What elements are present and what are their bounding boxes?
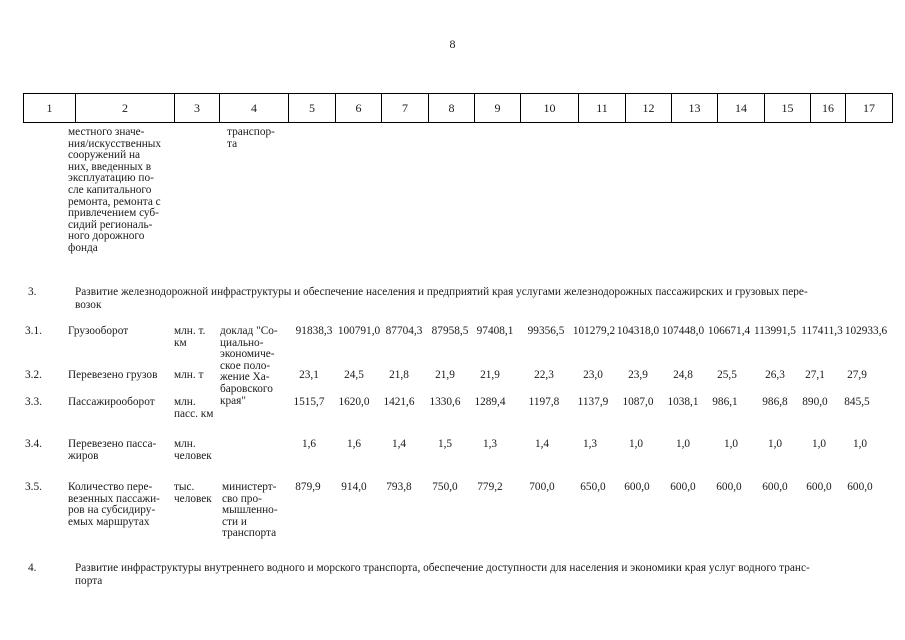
- value-cell: 107448,0: [661, 325, 705, 337]
- value-cell: 99356,5: [527, 325, 565, 337]
- col-header: 13: [672, 94, 718, 123]
- unit: млн. человек: [174, 438, 212, 462]
- value-cell: 600,0: [762, 481, 788, 493]
- value-cell: 27,1: [805, 369, 825, 381]
- value-cell: 1038,1: [667, 396, 699, 408]
- value-cell: 600,0: [624, 481, 650, 493]
- unit: млн. т. км: [174, 325, 206, 349]
- value-cell: 102933,6: [844, 325, 888, 337]
- value-cell: 879,9: [295, 481, 321, 493]
- col-header: 11: [579, 94, 626, 123]
- value-cell: 23,1: [299, 369, 319, 381]
- value-cell: 1137,9: [577, 396, 609, 408]
- continuation-indicator-name: местного значе- ния/искусственных сооружений на них, введенных в эксплуатацию по- сле капитального ремонта, ремонта с привлечением суб- сидий региональ- ного дорожного фонда: [68, 126, 162, 254]
- value-cell: 600,0: [847, 481, 873, 493]
- value-cell: 22,3: [534, 369, 554, 381]
- value-cell: 1,5: [437, 438, 453, 450]
- value-cell: 1,4: [391, 438, 407, 450]
- value-cell: 21,9: [435, 369, 455, 381]
- value-cell: 845,5: [844, 396, 870, 408]
- value-cell: 23,0: [583, 369, 603, 381]
- col-header: 10: [521, 94, 579, 123]
- column-number-header: [23, 93, 893, 123]
- value-cell: 21,9: [480, 369, 500, 381]
- row-number: 3.4.: [25, 438, 42, 450]
- value-cell: 1,4: [534, 438, 550, 450]
- value-cell: 914,0: [341, 481, 367, 493]
- value-cell: 1,0: [675, 438, 691, 450]
- value-cell: 1,3: [582, 438, 598, 450]
- value-cell: 25,5: [717, 369, 737, 381]
- value-cell: 1,3: [482, 438, 498, 450]
- value-cell: 113991,5: [754, 325, 796, 337]
- indicator-name: Пассажирооборот: [68, 396, 155, 408]
- value-cell: 779,2: [477, 481, 503, 493]
- unit: млн. т: [174, 369, 204, 381]
- col-header: 7: [382, 94, 429, 123]
- value-cell: 1087,0: [622, 396, 654, 408]
- value-cell: 100791,0: [337, 325, 381, 337]
- value-cell: 1197,8: [528, 396, 560, 408]
- value-cell: 1421,6: [383, 396, 415, 408]
- value-cell: 986,8: [762, 396, 788, 408]
- section-title: Развитие инфраструктуры внутреннего водного и морского транспорта, обеспечение доступности для населения и экономики края услуг водного транс- порта: [75, 562, 810, 587]
- row-number: 3.1.: [25, 325, 42, 337]
- value-cell: 1,6: [346, 438, 362, 450]
- col-header: 9: [475, 94, 521, 123]
- value-cell: 26,3: [765, 369, 785, 381]
- col-header: 4: [220, 94, 289, 123]
- unit: тыс. человек: [174, 481, 212, 505]
- value-cell: 104318,0: [616, 325, 660, 337]
- col-header: 1: [24, 94, 76, 123]
- value-cell: 1620,0: [338, 396, 370, 408]
- value-cell: 23,9: [628, 369, 648, 381]
- value-cell: 27,9: [847, 369, 867, 381]
- col-header: 5: [289, 94, 336, 123]
- value-cell: 986,1: [712, 396, 738, 408]
- source-doklad: доклад "Со- циально- экономиче- ское поло- жение Ха- баровского края": [220, 325, 278, 407]
- value-cell: 600,0: [716, 481, 742, 493]
- value-cell: 1,0: [852, 438, 868, 450]
- section-number: 3.: [28, 286, 37, 298]
- value-cell: 106671,4: [707, 325, 751, 337]
- value-cell: 1515,7: [293, 396, 325, 408]
- indicator-name: Грузооборот: [68, 325, 129, 337]
- value-cell: 1330,6: [429, 396, 461, 408]
- col-header: 2: [76, 94, 175, 123]
- value-cell: 750,0: [432, 481, 458, 493]
- col-header: 15: [765, 94, 811, 123]
- value-cell: 91838,3: [295, 325, 333, 337]
- value-cell: 1,0: [767, 438, 783, 450]
- value-cell: 890,0: [802, 396, 828, 408]
- section-number: 4.: [28, 562, 37, 574]
- indicator-name: Количество пере- везенных пассажи- ров на субсидиру- емых маршрутах: [68, 481, 160, 528]
- value-cell: 117411,3: [801, 325, 843, 337]
- section-title: Развитие железнодорожной инфраструктуры и обеспечение населения и предприятий края услугами железнодорожных пассажирских и грузовых пере- возок: [75, 286, 808, 311]
- source: министерт- сво про- мышленно- сти и транспорта: [222, 481, 278, 540]
- value-cell: 87958,5: [431, 325, 469, 337]
- value-cell: 97408,1: [476, 325, 514, 337]
- value-cell: 21,8: [389, 369, 409, 381]
- col-header: 17: [846, 94, 893, 123]
- value-cell: 600,0: [670, 481, 696, 493]
- col-header: 16: [811, 94, 846, 123]
- value-cell: 1,0: [723, 438, 739, 450]
- indicator-name: Перевезено грузов: [68, 369, 158, 381]
- row-number: 3.3.: [25, 396, 42, 408]
- value-cell: 87704,3: [385, 325, 423, 337]
- value-cell: 24,8: [673, 369, 693, 381]
- page-number: 8: [449, 37, 456, 51]
- col-header: 12: [626, 94, 672, 123]
- continuation-source: транспор- та: [227, 126, 275, 150]
- col-header: 14: [718, 94, 765, 123]
- unit: млн. пасс. км: [174, 396, 214, 420]
- value-cell: 101279,2: [572, 325, 616, 337]
- indicator-name: Перевезено пасса- жиров: [68, 438, 157, 462]
- value-cell: 24,5: [344, 369, 364, 381]
- value-cell: 1289,4: [474, 396, 506, 408]
- value-cell: 1,0: [628, 438, 644, 450]
- value-cell: 700,0: [529, 481, 555, 493]
- value-cell: 600,0: [806, 481, 832, 493]
- col-header: 6: [336, 94, 382, 123]
- value-cell: 1,0: [811, 438, 827, 450]
- value-cell: 1,6: [301, 438, 317, 450]
- col-header: 3: [175, 94, 220, 123]
- row-number: 3.2.: [25, 369, 42, 381]
- value-cell: 650,0: [580, 481, 606, 493]
- col-header: 8: [429, 94, 475, 123]
- value-cell: 793,8: [386, 481, 412, 493]
- row-number: 3.5.: [25, 481, 42, 493]
